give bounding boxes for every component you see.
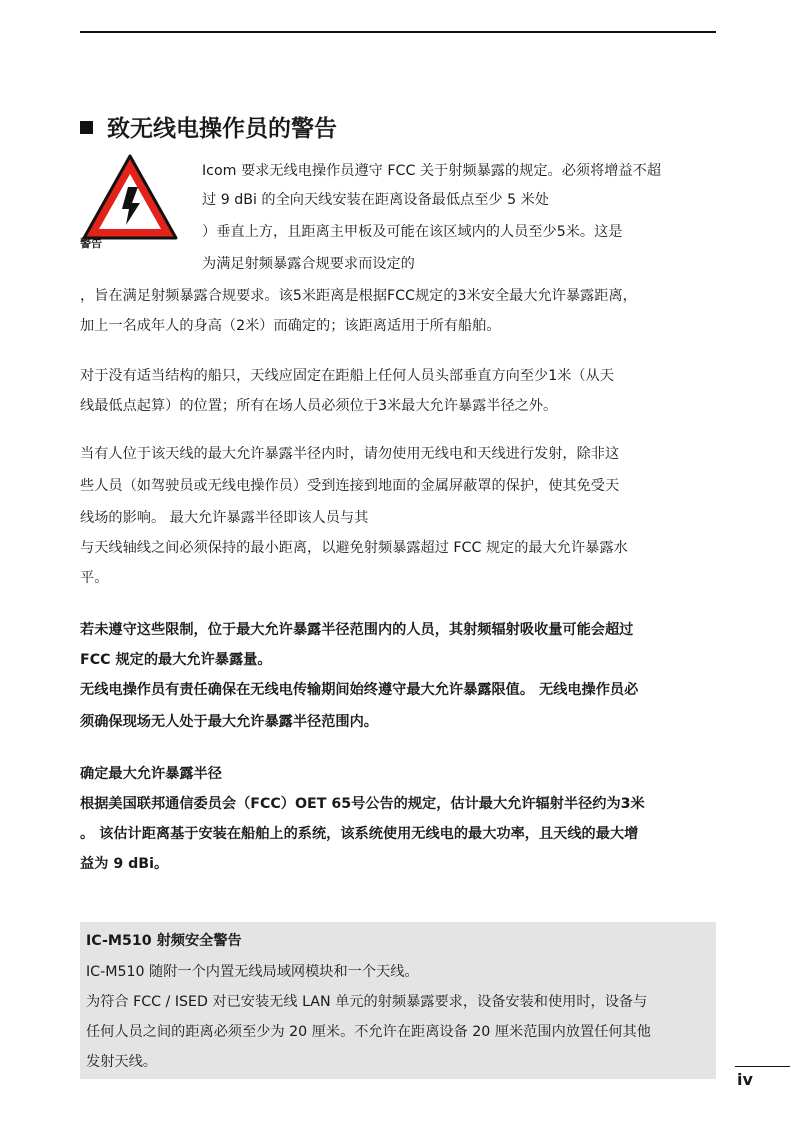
bold-paragraph-line: 若未遵守这些限制，位于最大允许暴露半径范围内的人员，其射频辐射吸收量可能会超过: [80, 622, 634, 638]
paragraph-line: 平。: [80, 570, 109, 586]
section-heading: [80, 110, 337, 143]
intro-line: 过 9 dBi 的全向天线安装在距离设备最低点至少 5 米处: [202, 192, 550, 208]
paragraph-line: 对于没有适当结构的船只，天线应固定在距船上任何人员头部垂直方向至少1米（从天: [80, 368, 614, 384]
top-rule: [80, 31, 716, 33]
info-box-line: IC-M510 随附一个内置无线局域网模块和一个天线。: [86, 964, 419, 980]
paragraph-line: 加上一名成年人的身高（2米）而确定的；该距离适用于所有船舶。: [80, 318, 501, 334]
high-voltage-warning-icon: [80, 150, 180, 245]
info-box-line: 发射天线。: [86, 1054, 157, 1070]
section-title: 致无线电操作员的警告: [107, 116, 337, 142]
info-box-line: 任何人员之间的距离必须至少为 20 厘米。不允许在距离设备 20 厘米范围内放置任何其他: [86, 1024, 651, 1040]
paragraph-line: 线场的影响。 最大允许暴露半径即该人员与其: [80, 510, 369, 526]
mpe-line: 益为 9 dBi。: [80, 856, 169, 872]
mpe-line: 。 该估计距离基于安装在船舶上的系统，该系统使用无线电的最大功率，且天线的最大增: [80, 826, 639, 842]
mpe-section-title: 确定最大允许暴露半径: [80, 766, 222, 782]
mpe-line: 根据美国联邦通信委员会（FCC）OET 65号公告的规定，估计最大允许辐射半径约为3米: [80, 796, 645, 812]
paragraph-line: 线最低点起算）的位置；所有在场人员必须位于3米最大允许暴露半径之外。: [80, 398, 558, 414]
intro-line: 为满足射频暴露合规要求而设定的: [202, 256, 415, 272]
square-bullet-icon: [80, 121, 93, 134]
page-number: iv: [737, 1070, 753, 1089]
paragraph-line: ，旨在满足射频暴露合规要求。该5米距离是根据FCC规定的3米安全最大允许暴露距离，: [80, 288, 637, 304]
paragraph-line: 当有人位于该天线的最大允许暴露半径内时，请勿使用无线电和天线进行发射，除非这: [80, 446, 620, 462]
bold-paragraph-line: 须确保现场无人处于最大允许暴露半径范围内。: [80, 714, 378, 730]
paragraph-line: 与天线轴线之间必须保持的最小距离，以避免射频暴露超过 FCC 规定的最大允许暴露水: [80, 540, 628, 556]
intro-line: Icom 要求无线电操作员遵守 FCC 关于射频暴露的规定。必须将增益不超: [202, 163, 662, 179]
info-box-line: 为符合 FCC / ISED 对已安装无线 LAN 单元的射频暴露要求，设备安装和使用时，设备与: [86, 994, 648, 1010]
bold-paragraph-line: FCC 规定的最大允许暴露量。: [80, 652, 272, 668]
info-box-title: IC-M510 射频安全警告: [86, 933, 242, 949]
intro-line: ）垂直上方，且距离主甲板及可能在该区域内的人员至少5米。这是: [202, 224, 623, 240]
bold-paragraph-line: 无线电操作员有责任确保在无线电传输期间始终遵守最大允许暴露限值。 无线电操作员必: [80, 682, 639, 698]
warning-label: 警告: [80, 237, 102, 250]
footer-rule: [735, 1066, 790, 1067]
paragraph-line: 些人员（如驾驶员或无线电操作员）受到连接到地面的金属屏蔽罩的保护，使其免受天: [80, 478, 620, 494]
